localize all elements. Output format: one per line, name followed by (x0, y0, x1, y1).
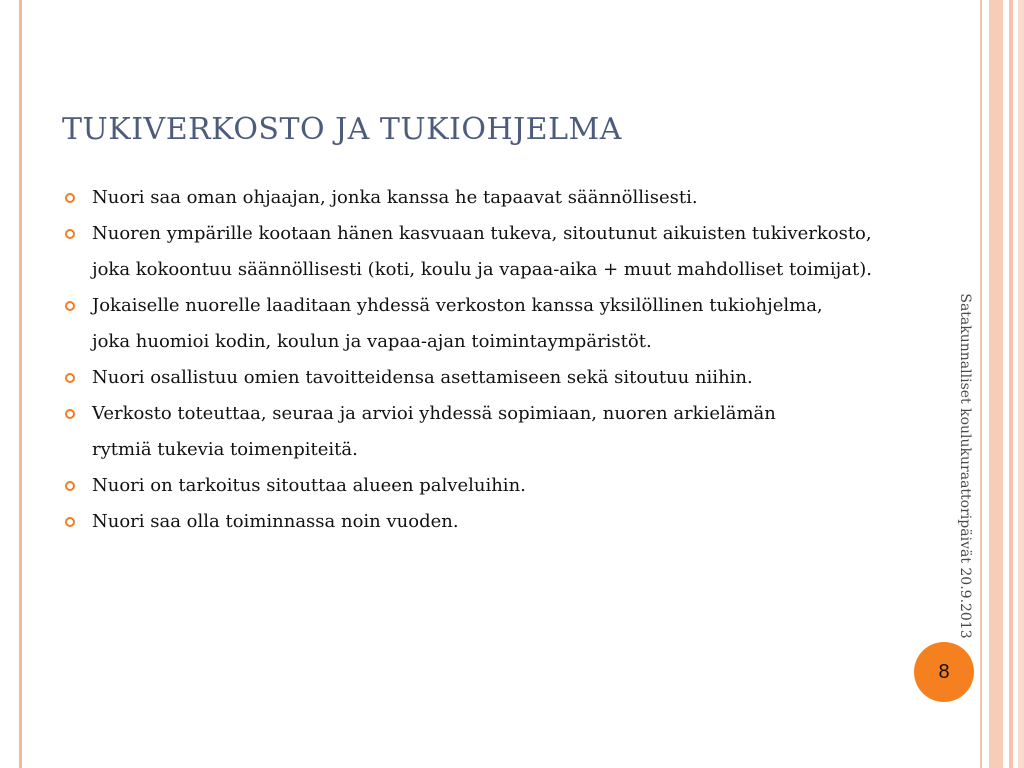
bullet-item (62, 504, 992, 540)
bullet-text: Nuori osallistuu omien tavoitteidensa asettamiseen sekä sitoutuu niihin. (92, 367, 753, 388)
bullet-text: rytmiä tukevia toimenpiteitä. (92, 439, 358, 460)
circle-bullet-icon (65, 373, 75, 383)
page-number-badge (914, 642, 974, 702)
bullet-item (62, 468, 992, 504)
bullet-text: Jokaiselle nuorelle laaditaan yhdessä verkoston kanssa yksilöllinen tukiohjelma, (92, 295, 823, 316)
page-number: 8 (938, 660, 950, 683)
bullet-item (62, 216, 992, 288)
bullet-text: Verkosto toteuttaa, seuraa ja arvioi yhdessä sopimiaan, nuoren arkielämän (92, 403, 776, 424)
vertical-footer-text: Satakunnalliset koulukuraattoripäivät 20.9.2013 (957, 293, 973, 639)
bullet-item (62, 180, 992, 216)
circle-bullet-icon (65, 481, 75, 491)
left-stripe (19, 0, 22, 768)
bullet-text: joka kokoontuu säännöllisesti (koti, koulu ja vapaa-aika + muut mahdolliset toimijat). (92, 259, 872, 280)
bullet-text: joka huomioi kodin, koulun ja vapaa-ajan toimintaympäristöt. (92, 331, 652, 352)
right-stripe (1018, 0, 1024, 768)
bullet-text: Nuoren ympärille kootaan hänen kasvuaan tukeva, sitoutunut aikuisten tukiverkosto, (92, 223, 872, 244)
right-stripe (1009, 0, 1013, 768)
bullet-item (62, 396, 992, 468)
circle-bullet-icon (65, 193, 75, 203)
bullet-text: Nuori saa oman ohjaajan, jonka kanssa he tapaavat säännöllisesti. (92, 187, 698, 208)
circle-bullet-icon (65, 301, 75, 311)
bullet-text: Nuori saa olla toiminnassa noin vuoden. (92, 511, 459, 532)
circle-bullet-icon (65, 409, 75, 419)
bullet-list (62, 180, 992, 540)
circle-bullet-icon (65, 517, 75, 527)
bullet-text: Nuori on tarkoitus sitouttaa alueen palveluihin. (92, 475, 526, 496)
bullet-item (62, 288, 992, 360)
bullet-item (62, 360, 992, 396)
slide-title: TUKIVERKOSTO JA TUKIOHJELMA (62, 112, 622, 147)
circle-bullet-icon (65, 229, 75, 239)
